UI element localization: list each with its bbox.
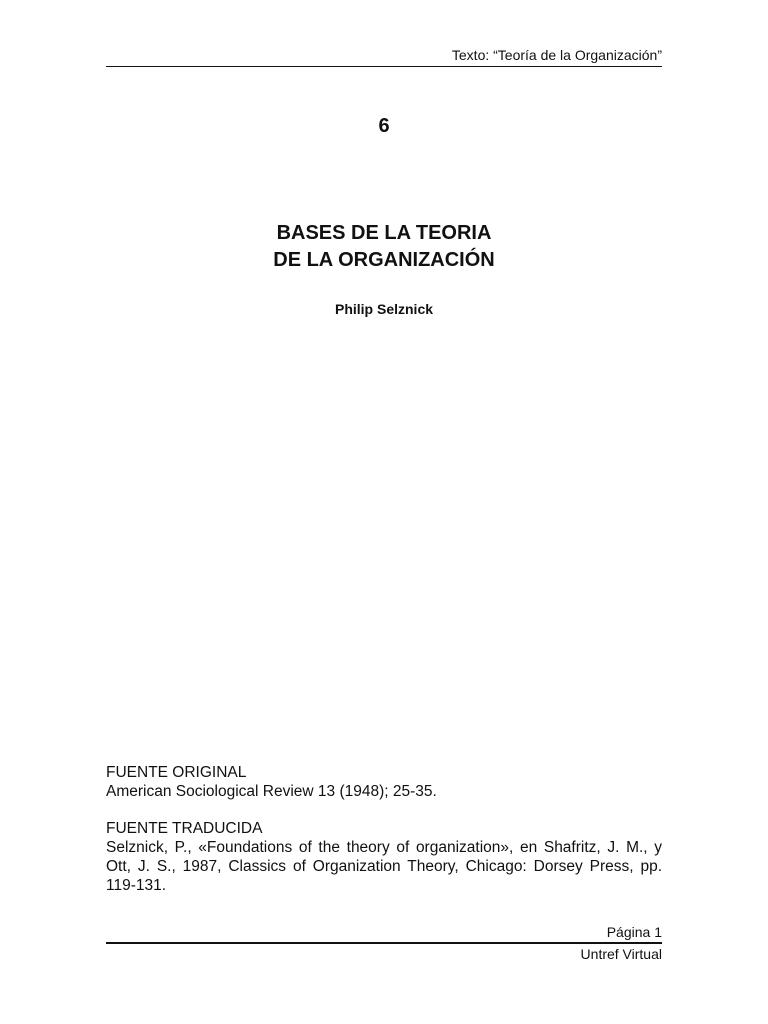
author-name: Philip Selznick [334,301,434,317]
original-source-text: American Sociological Review 13 (1948); 25-35. [106,782,437,800]
chapter-title-line-2: DE LA ORGANIZACIÓN [273,249,495,271]
chapter-number: 6 [378,115,390,137]
original-source-heading: FUENTE ORIGINAL [106,764,247,781]
header-rule [106,66,662,67]
chapter-title-line-1: BASES DE LA TEORIA [276,222,492,244]
translated-source-text: Selznick, P., «Foundations of the theory of organization», en Shafritz, J. M., y Ott, J. S., 1987, Classics of Organization Theory, Chicago: Dorsey Press, pp. 119-131. [106,839,662,894]
translated-source-heading: FUENTE TRADUCIDA [106,820,263,838]
translated-source [106,820,662,895]
original-source [106,764,662,801]
page-number: Página 1 [606,924,662,940]
chapter-title [0,220,768,274]
running-header: Texto: “Teoría de la Organización” [451,47,662,63]
footer-rule [106,942,662,944]
footer-organization: Untref Virtual [580,946,662,962]
sources-section [106,764,662,895]
